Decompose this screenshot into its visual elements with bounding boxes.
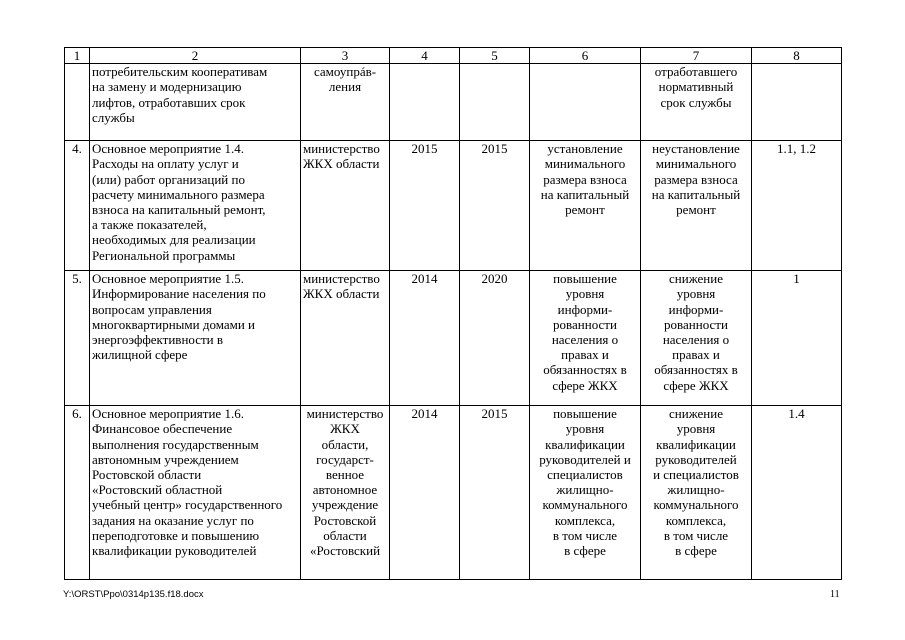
cell-line: в том числе [552,527,618,543]
consequence-cell [641,64,752,141]
cell-line: лифтов, отработавших срок [92,94,246,110]
cell-line: уровня [676,421,716,437]
cell-line: задания на оказание услуг по [92,512,254,528]
row-number-cell [65,64,90,141]
cell-line: в сфере [675,543,717,559]
expected-result-cell [530,271,641,406]
indicator-link-cell: 1.4 [752,406,842,580]
cell-line: населения о [662,332,730,348]
cell-line: в том числе [663,527,729,543]
cell-line: «Ростовский [309,543,381,559]
cell-line: учреждение [311,497,379,513]
consequence-cell [641,271,752,406]
cell-line: минимального [655,156,737,172]
cell-line: Финансовое обеспечение [92,421,233,437]
cell-line: переподготовке и повышению [92,527,260,543]
cell-line: на капитальный [651,186,741,202]
cell-line: самоупрáв- [313,64,377,80]
cell-line: на замену и модернизацию [92,79,242,95]
cell-line: ЖКХ области [303,156,380,172]
cell-line: жилищной сфере [92,347,188,363]
cell-line: квалификации [656,436,736,452]
cell-line: установление [547,141,623,157]
cell-line: неустановление [652,141,740,157]
cell-line: Расходы на оплату услуг и [92,156,239,172]
cell-line: автономным учреждением [92,451,239,467]
cell-line: снижение [669,406,723,422]
cell-line: ления [328,79,362,95]
cell-line: сфере ЖКХ [663,377,729,393]
header-row [65,48,842,64]
executor-cell [301,271,390,406]
executor-cell [301,141,390,271]
expected-result-cell [530,141,641,271]
cell-line: Информирование населения по [92,286,266,302]
cell-line: нормативный [658,79,734,95]
header-cell: 8 [752,48,842,64]
cell-line: рованности [664,316,728,332]
cell-line: министерство [306,406,384,422]
cell-line: жилищно- [556,482,614,498]
cell-line: комплекса, [665,512,727,528]
row-number-cell: 5. [65,271,90,406]
cell-line: информи- [668,301,724,317]
start-year-cell [390,64,460,141]
cell-line: коммунального [542,497,628,513]
end-year-cell [460,64,530,141]
table-row [65,406,842,580]
header-cell: 7 [641,48,752,64]
cell-line: уровня [565,286,605,302]
cell-line: министерство [303,141,380,157]
cell-line: области [323,527,367,543]
end-year-cell: 2015 [460,141,530,271]
header-cell: 2 [90,48,301,64]
cell-line: ремонт [676,202,716,218]
cell-line: Основное мероприятие 1.6. [92,406,244,422]
end-year-cell: 2015 [460,406,530,580]
executor-cell [301,406,390,580]
cell-line: квалификации руководителей [92,543,257,559]
expected-result-cell [530,64,641,141]
cell-line: жилищно- [667,482,725,498]
cell-line: повышение [553,406,617,422]
header-cell: 4 [390,48,460,64]
cell-line: уровня [565,421,605,437]
consequence-cell [641,406,752,580]
cell-line: срок службы [660,94,732,110]
cell-line: ЖКХ области [303,286,380,302]
cell-line: коммунального [653,497,739,513]
cell-line: учебный центр» государственного [92,497,283,513]
cell-line: руководителей [655,451,737,467]
cell-line: информи- [557,301,613,317]
cell-line: правах и [672,347,720,363]
cell-line: Ростовской области [92,467,202,483]
cell-line: ЖКХ [330,421,360,437]
indicator-link-cell [752,64,842,141]
cell-line: службы [92,109,135,125]
cell-line: ремонт [565,202,605,218]
cell-line: рованности [553,316,617,332]
page-number: 11 [830,589,840,600]
table-row [65,271,842,406]
end-year-cell: 2020 [460,271,530,406]
cell-line: венное [325,467,365,483]
cell-line: а также показателей, [92,217,207,233]
cell-line: выполнения государственным [92,436,259,452]
cell-line: отработавшего [654,64,738,80]
cell-line: энергоэффективности в [92,332,224,348]
consequence-cell [641,141,752,271]
header-cell: 5 [460,48,530,64]
cell-line: руководителей и [539,451,631,467]
cell-line: многоквартирными домами и [92,316,256,332]
cell-line: обязанностях в [654,362,738,378]
cell-line: минимального [544,156,626,172]
activity-name-cell [90,271,301,406]
activity-name-cell [90,141,301,271]
executor-cell [301,64,390,141]
file-path: Y:\ORST\Ppo\0314p135.f18.docx [63,589,204,600]
cell-line: сфере ЖКХ [552,377,618,393]
cell-line: расчету минимального размера [92,186,265,202]
cell-line: Основное мероприятие 1.4. [92,141,244,157]
cell-line: на капитальный [540,186,630,202]
program-table [64,47,842,580]
cell-line: вопросам управления [92,301,212,317]
cell-line: снижение [669,271,723,287]
table-row [65,141,842,271]
header-cell: 3 [301,48,390,64]
activity-name-cell [90,406,301,580]
header-cell: 1 [65,48,90,64]
activity-name-cell [90,64,301,141]
cell-line: автономное [312,482,378,498]
start-year-cell: 2014 [390,271,460,406]
indicator-link-cell: 1.1, 1.2 [752,141,842,271]
table-row [65,64,842,141]
cell-line: Основное мероприятие 1.5. [92,271,244,287]
row-number-cell: 6. [65,406,90,580]
cell-line: взноса на капитальный ремонт, [92,202,266,218]
cell-line: «Ростовский областной [92,482,223,498]
cell-line: квалификации [545,436,625,452]
cell-line: размера взноса [543,171,627,187]
cell-line: в сфере [564,543,606,559]
cell-line: государст- [316,451,374,467]
cell-line: повышение [553,271,617,287]
cell-line: (или) работ организаций по [92,171,245,187]
start-year-cell: 2015 [390,141,460,271]
cell-line: комплекса, [554,512,616,528]
cell-line: правах и [561,347,609,363]
cell-line: и специалистов [653,467,739,483]
row-number-cell: 4. [65,141,90,271]
cell-line: обязанностях в [543,362,627,378]
expected-result-cell [530,406,641,580]
cell-line: специалистов [547,467,623,483]
cell-line: Региональной программы [92,247,236,263]
cell-line: Ростовской [313,512,377,528]
cell-line: размера взноса [654,171,738,187]
cell-line: населения о [551,332,619,348]
cell-line: уровня [676,286,716,302]
header-cell: 6 [530,48,641,64]
start-year-cell: 2014 [390,406,460,580]
indicator-link-cell: 1 [752,271,842,406]
cell-line: области, [321,436,369,452]
cell-line: потребительским кооперативам [92,64,268,80]
cell-line: необходимых для реализации [92,232,256,248]
cell-line: министерство [303,271,380,287]
